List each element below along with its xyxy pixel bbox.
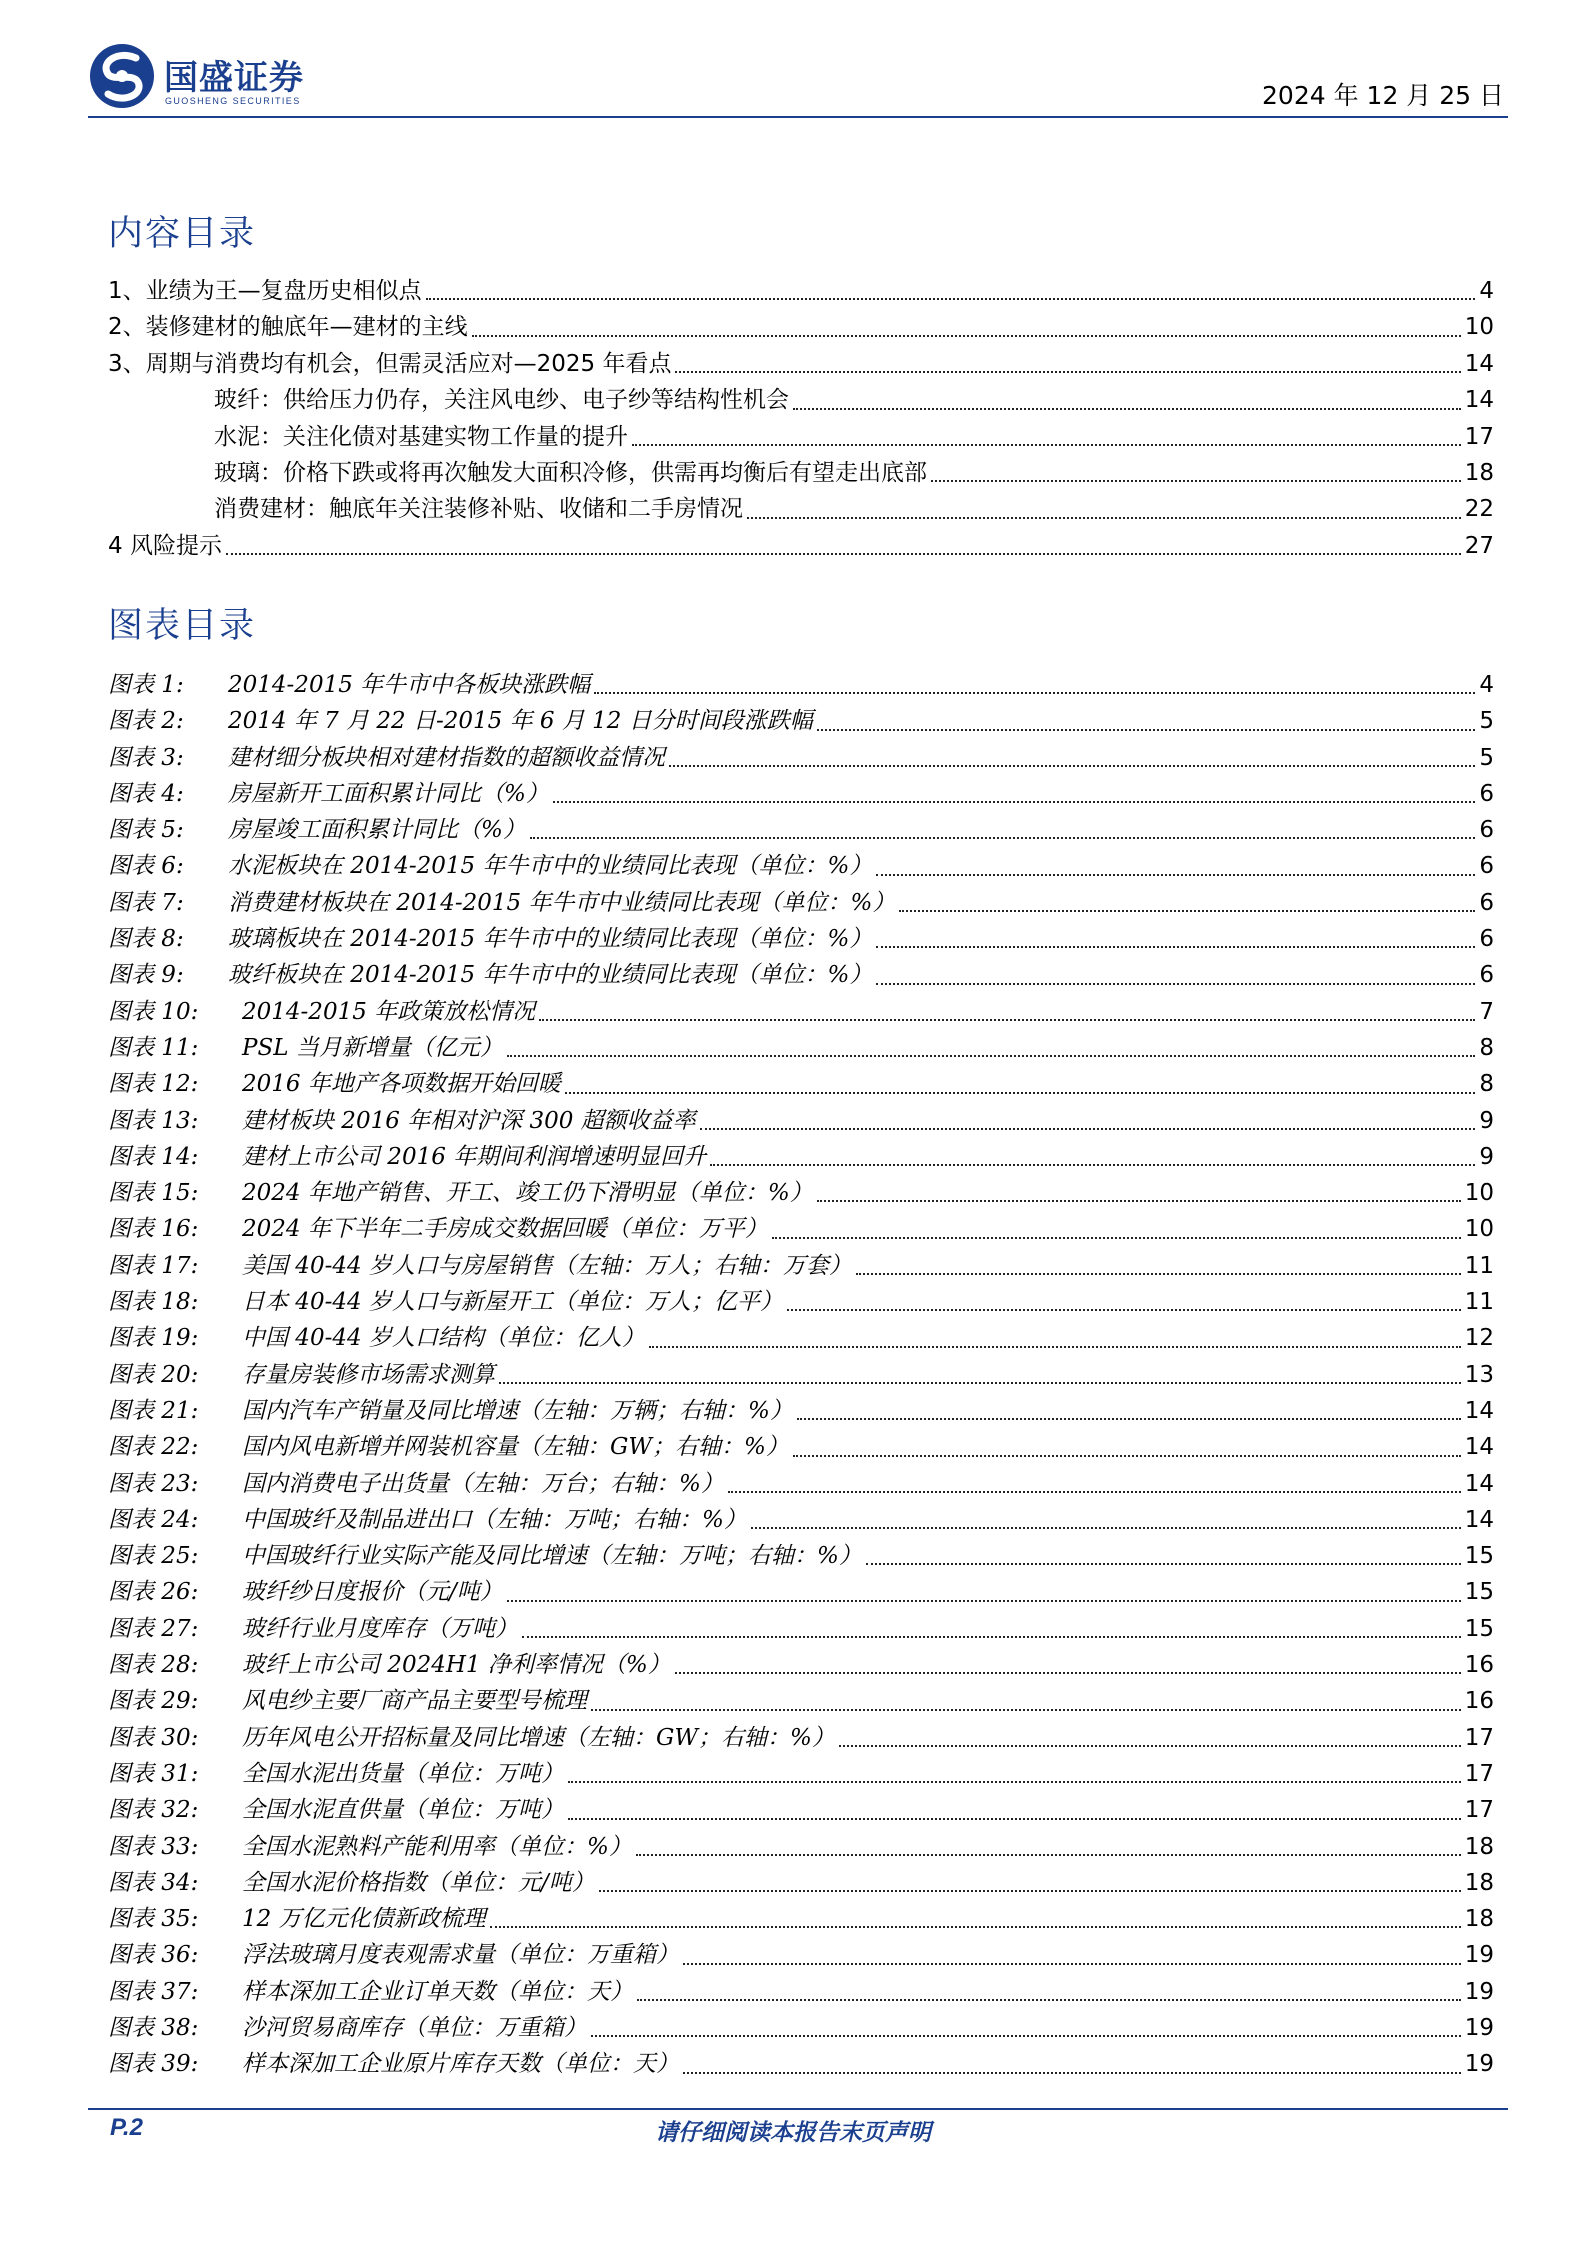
company-logo-icon: [88, 42, 156, 110]
figure-entry-title: 玻纤上市公司 2024H1 净利率情况（%）: [242, 1652, 671, 1679]
figure-entry-title: 消费建材板块在 2014-2015 年牛市中业绩同比表现（单位：%）: [228, 889, 896, 916]
dot-leader: [683, 2072, 1461, 2074]
dot-leader: [568, 1818, 1461, 1820]
figure-entry-title: 2014-2015 年牛市中各板块涨跌幅: [228, 672, 591, 698]
figure-entry[interactable]: [108, 1646, 1494, 1682]
figure-entry-label: 图表 19:: [108, 1325, 199, 1352]
dot-leader: [683, 1963, 1461, 1965]
figure-entry-page: 16: [1464, 1652, 1494, 1679]
figure-entry-label: 图表 37:: [108, 1978, 199, 2005]
figure-entry-title: 水泥板块在 2014-2015 年牛市中的业绩同比表现（单位：%）: [228, 853, 873, 880]
toc-entry[interactable]: [108, 381, 1494, 417]
figure-entry[interactable]: [108, 1791, 1494, 1827]
figure-entry[interactable]: [108, 1864, 1494, 1900]
figure-entry-label: 图表 24:: [108, 1506, 199, 1533]
figure-entry-label: 图表 1:: [108, 672, 184, 698]
figure-entry-label: 图表 21:: [108, 1397, 199, 1424]
figure-entry-page: 14: [1464, 1397, 1494, 1424]
figure-entry-page: 8: [1479, 1034, 1494, 1061]
footer-disclaimer: 请仔细阅读本报告末页声明: [655, 2120, 931, 2146]
figure-entry-title: 国内汽车产销量及同比增速（左轴：万辆；右轴：%）: [242, 1397, 793, 1424]
toc-entry-page: 22: [1464, 496, 1494, 523]
figure-entry-page: 8: [1479, 1071, 1494, 1098]
logo-english-name: GUOSHENG SECURITIES: [165, 96, 301, 106]
figure-entry-page: 18: [1464, 1833, 1494, 1860]
dot-leader: [637, 1999, 1461, 2001]
figure-entry-label: 图表 22:: [108, 1434, 199, 1461]
figure-entry-label: 图表 35:: [108, 1906, 199, 1933]
dot-leader: [817, 1200, 1461, 1202]
dot-leader: [751, 1527, 1461, 1529]
figure-entry-title: 风电纱主要厂商产品主要型号梳理: [242, 1688, 587, 1715]
figure-entry-label: 图表 14:: [108, 1143, 199, 1170]
figure-entry-title: 全国水泥价格指数（单位：元/吨）: [242, 1869, 595, 1896]
figure-entry-title: 2014 年 7 月 22 日-2015 年 6 月 12 日分时间段涨跌幅: [228, 708, 813, 735]
figure-entry-title: 2024 年下半年二手房成交数据回暖（单位：万平）: [242, 1216, 768, 1243]
figure-entry[interactable]: [108, 1973, 1494, 2009]
figure-entry-label: 图表 2:: [108, 708, 184, 735]
figure-entry-title: 2024 年地产销售、开工、竣工仍下滑明显（单位：%）: [242, 1180, 813, 1207]
figure-entry[interactable]: [108, 884, 1494, 920]
toc-entry-page: 14: [1464, 350, 1494, 377]
dot-leader: [876, 874, 1475, 876]
dot-leader: [426, 297, 1476, 300]
figure-entry[interactable]: [108, 847, 1494, 883]
toc-entry-page: 27: [1464, 532, 1494, 559]
dot-leader: [636, 1854, 1461, 1856]
dot-leader: [530, 837, 1476, 839]
figure-entry-label: 图表 13:: [108, 1107, 199, 1134]
figure-entry-title: 玻纤纱日度报价（元/吨）: [242, 1579, 503, 1606]
figure-entry[interactable]: [108, 1719, 1494, 1755]
toc-entry-text: 1、业绩为王—复盘历史相似点: [108, 278, 422, 304]
figure-entry[interactable]: [108, 1537, 1494, 1573]
figure-entry-page: 15: [1464, 1543, 1494, 1570]
dot-leader: [507, 1055, 1476, 1057]
figure-entry-title: 12 万亿元化债新政梳理: [242, 1906, 486, 1933]
figure-entry[interactable]: [108, 956, 1494, 992]
header-divider: [88, 116, 1508, 118]
dot-leader: [568, 1781, 1461, 1783]
figure-entry[interactable]: [108, 1900, 1494, 1936]
figure-entry-label: 图表 15:: [108, 1180, 199, 1207]
figure-entry[interactable]: [108, 1755, 1494, 1791]
figure-entry-label: 图表 16:: [108, 1216, 199, 1243]
toc-entry-text: 4 风险提示: [108, 532, 222, 559]
figure-entry[interactable]: [108, 2009, 1494, 2045]
figure-entry[interactable]: [108, 1319, 1494, 1355]
dot-leader: [591, 1709, 1461, 1711]
dot-leader: [669, 765, 1475, 767]
dot-leader: [728, 1491, 1461, 1493]
figure-entry-label: 图表 29:: [108, 1688, 199, 1715]
figure-entry-title: 国内消费电子出货量（左轴：万台；右轴：%）: [242, 1470, 724, 1497]
figure-entry-title: 建材板块 2016 年相对沪深 300 超额收益率: [242, 1107, 696, 1134]
toc-entry-page: 10: [1464, 314, 1494, 341]
dot-leader: [772, 1237, 1461, 1239]
dot-leader: [499, 1382, 1461, 1384]
figure-entry-page: 7: [1479, 998, 1494, 1025]
dot-leader: [797, 1418, 1461, 1420]
figure-entry-label: 图表 31:: [108, 1760, 199, 1787]
figure-entry[interactable]: [108, 1174, 1494, 1210]
figure-entry[interactable]: [108, 993, 1494, 1029]
figure-entry-page: 19: [1464, 2014, 1494, 2041]
dot-leader: [700, 1128, 1476, 1130]
dot-leader: [793, 1455, 1461, 1457]
toc-entry[interactable]: [108, 418, 1494, 454]
figure-entry-label: 图表 10:: [108, 998, 199, 1025]
figure-entry-title: 房屋竣工面积累计同比（%）: [228, 817, 526, 844]
figure-entry[interactable]: [108, 1029, 1494, 1065]
figure-entry-title: 2016 年地产各项数据开始回暖: [242, 1071, 561, 1098]
figure-entry-label: 图表 34:: [108, 1869, 199, 1896]
toc-entry[interactable]: [108, 272, 1494, 308]
toc-title: 内容目录: [108, 214, 257, 254]
figure-entry-page: 14: [1464, 1470, 1494, 1497]
figure-entry-page: 5: [1479, 744, 1494, 771]
figure-entry[interactable]: [108, 920, 1494, 956]
figure-entry-page: 18: [1464, 1906, 1494, 1933]
figure-entry-label: 图表 36:: [108, 1942, 199, 1969]
dot-leader: [931, 479, 1461, 482]
figure-entry-page: 15: [1464, 1615, 1494, 1642]
figure-entry-page: 18: [1464, 1869, 1494, 1896]
figure-entry[interactable]: [108, 1610, 1494, 1646]
dot-leader: [649, 1346, 1461, 1348]
dot-leader: [539, 1019, 1475, 1021]
dot-leader: [747, 516, 1461, 519]
figure-entry-label: 图表 33:: [108, 1833, 199, 1860]
figure-entry-page: 19: [1464, 1942, 1494, 1969]
figure-entry[interactable]: [108, 1356, 1494, 1392]
figure-entry-label: 图表 28:: [108, 1652, 199, 1679]
figure-entry[interactable]: [108, 1573, 1494, 1609]
figure-entry[interactable]: [108, 1682, 1494, 1718]
figure-entry[interactable]: [108, 2045, 1494, 2081]
figure-entry-label: 图表 23:: [108, 1470, 199, 1497]
figure-entry-page: 6: [1479, 962, 1494, 989]
figure-entry-page: 6: [1479, 853, 1494, 880]
figure-entry[interactable]: [108, 702, 1494, 738]
figure-entry-title: 全国水泥熟料产能利用率（单位：%）: [242, 1833, 632, 1860]
dot-leader: [632, 443, 1461, 446]
figure-entry-page: 17: [1464, 1760, 1494, 1787]
page-number: P.2: [110, 2114, 143, 2141]
figure-entry-page: 14: [1464, 1434, 1494, 1461]
figure-entry-label: 图表 5:: [108, 817, 184, 844]
figure-entry-label: 图表 4:: [108, 780, 184, 807]
figure-entry-label: 图表 3:: [108, 744, 184, 771]
toc-entry-page: 14: [1464, 387, 1494, 414]
dot-leader: [599, 1890, 1461, 1892]
dot-leader: [856, 1273, 1461, 1275]
figure-entry-page: 6: [1479, 817, 1494, 844]
figure-entry-label: 图表 6:: [108, 853, 184, 880]
figure-entry-page: 11: [1464, 1252, 1494, 1279]
figure-entry-page: 6: [1479, 780, 1494, 807]
dot-leader: [522, 1636, 1461, 1638]
figure-entry-page: 6: [1479, 926, 1494, 953]
dot-leader: [710, 1164, 1475, 1166]
figure-entry-label: 图表 38:: [108, 2014, 199, 2041]
dot-leader: [817, 729, 1476, 731]
figure-entry-title: 样本深加工企业原片库存天数（单位：天）: [242, 2051, 679, 2078]
figure-entry[interactable]: [108, 666, 1494, 702]
toc-entry[interactable]: [108, 490, 1494, 526]
figure-entry[interactable]: [108, 775, 1494, 811]
toc-entry[interactable]: [108, 527, 1494, 563]
dot-leader: [591, 2035, 1461, 2037]
figure-entry-title: 浮法玻璃月度表观需求量（单位：万重箱）: [242, 1942, 679, 1969]
figure-entry-title: 全国水泥直供量（单位：万吨）: [242, 1797, 564, 1824]
figure-entry-title: 玻璃板块在 2014-2015 年牛市中的业绩同比表现（单位：%）: [228, 926, 873, 953]
toc-entry-text: 2、装修建材的触底年—建材的主线: [108, 314, 468, 341]
figure-list: [108, 666, 1494, 2082]
figure-entry-label: 图表 30:: [108, 1724, 199, 1751]
page-header: [88, 42, 1508, 116]
figure-entry-label: 图表 27:: [108, 1615, 199, 1642]
toc-entry-page: 4: [1479, 278, 1494, 304]
figure-entry-title: 中国玻纤行业实际产能及同比增速（左轴：万吨；右轴：%）: [242, 1543, 862, 1570]
figure-entry-label: 图表 12:: [108, 1071, 199, 1098]
figure-entry[interactable]: [108, 1936, 1494, 1972]
figure-entry-page: 5: [1479, 708, 1494, 735]
figure-entry-title: 建材上市公司 2016 年期间利润增速明显回升: [242, 1143, 707, 1170]
figure-entry[interactable]: [108, 1138, 1494, 1174]
figure-entry[interactable]: [108, 1828, 1494, 1864]
figure-entry-page: 9: [1479, 1107, 1494, 1134]
dot-leader: [876, 946, 1475, 948]
figure-entry-title: 日本 40-44 岁人口与新屋开工（单位：万人；亿平）: [242, 1289, 783, 1316]
figure-entry-page: 11: [1464, 1289, 1494, 1316]
figure-entry-page: 9: [1479, 1143, 1494, 1170]
figure-entry[interactable]: [108, 1428, 1494, 1464]
figure-entry[interactable]: [108, 739, 1494, 775]
figure-entry-title: 玻纤板块在 2014-2015 年牛市中的业绩同比表现（单位：%）: [228, 962, 873, 989]
figure-entry-page: 10: [1464, 1180, 1494, 1207]
figure-entry[interactable]: [108, 1283, 1494, 1319]
figure-entry-page: 17: [1464, 1797, 1494, 1824]
figure-entry-page: 10: [1464, 1216, 1494, 1243]
figure-entry[interactable]: [108, 811, 1494, 847]
toc-entry-text: 玻纤：供给压力仍存，关注风电纱、电子纱等结构性机会: [214, 387, 789, 414]
figure-entry-title: 2014-2015 年政策放松情况: [242, 998, 536, 1025]
toc-entry-text: 水泥：关注化债对基建实物工作量的提升: [214, 423, 628, 450]
figure-entry[interactable]: [108, 1102, 1494, 1138]
report-date: 2024 年 12 月 25 日: [1262, 81, 1504, 110]
figure-entry-label: 图表 26:: [108, 1579, 199, 1606]
dot-leader: [675, 370, 1460, 373]
dot-leader: [876, 983, 1475, 985]
figure-entry-title: 国内风电新增并网装机容量（左轴：GW；右轴：%）: [242, 1434, 789, 1461]
figure-entry-title: 建材细分板块相对建材指数的超额收益情况: [228, 744, 665, 771]
figure-entry-label: 图表 39:: [108, 2051, 199, 2078]
figure-entry-title: 玻纤行业月度库存（万吨）: [242, 1615, 518, 1642]
figure-entry-page: 17: [1464, 1724, 1494, 1751]
figure-entry-title: 中国 40-44 岁人口结构（单位：亿人）: [242, 1325, 645, 1352]
figure-entry-label: 图表 20:: [108, 1361, 199, 1388]
figure-entry-label: 图表 8:: [108, 926, 184, 953]
toc-list: [108, 272, 1494, 563]
figure-entry-title: 全国水泥出货量（单位：万吨）: [242, 1760, 564, 1787]
figure-entry-page: 6: [1479, 889, 1494, 916]
figure-entry-label: 图表 32:: [108, 1797, 199, 1824]
figure-entry-page: 14: [1464, 1506, 1494, 1533]
figure-entry-title: 美国 40-44 岁人口与房屋销售（左轴：万人；右轴：万套）: [242, 1252, 852, 1279]
dot-leader: [565, 1092, 1476, 1094]
figure-entry-label: 图表 25:: [108, 1543, 199, 1570]
figure-entry-page: 19: [1464, 1978, 1494, 2005]
toc-entry-page: 17: [1464, 423, 1494, 450]
dot-leader: [793, 407, 1461, 410]
toc-entry[interactable]: [108, 345, 1494, 381]
figure-entry[interactable]: [108, 1501, 1494, 1537]
toc-entry-text: 消费建材：触底年关注装修补贴、收储和二手房情况: [214, 496, 743, 523]
toc-entry-text: 3、周期与消费均有机会，但需灵活应对—2025 年看点: [108, 350, 672, 377]
figure-entry-title: 房屋新开工面积累计同比（%）: [228, 780, 549, 807]
dot-leader: [787, 1309, 1461, 1311]
toc-entry-text: 玻璃：价格下跌或将再次触发大面积冷修，供需再均衡后有望走出底部: [214, 459, 927, 486]
dot-leader: [899, 910, 1475, 912]
figure-entry-title: 沙河贸易商库存（单位：万重箱）: [242, 2014, 587, 2041]
figure-entry-page: 19: [1464, 2051, 1494, 2078]
toc-entry-page: 18: [1464, 459, 1494, 486]
figure-entry-label: 图表 11:: [108, 1034, 199, 1061]
dot-leader: [472, 334, 1461, 337]
logo-chinese-name: 国盛证券: [164, 58, 304, 98]
figure-entry-page: 13: [1464, 1361, 1494, 1388]
figure-entry-page: 4: [1479, 672, 1494, 698]
dot-leader: [839, 1745, 1461, 1747]
footer-divider: [88, 2108, 1508, 2110]
figure-entry-page: 15: [1464, 1579, 1494, 1606]
figure-entry-title: PSL 当月新增量（亿元）: [242, 1034, 503, 1061]
figure-entry-title: 中国玻纤及制品进出口（左轴：万吨；右轴：%）: [242, 1506, 747, 1533]
dot-leader: [490, 1926, 1461, 1928]
figure-entry[interactable]: [108, 1210, 1494, 1246]
figure-entry-page: 12: [1464, 1325, 1494, 1352]
dot-leader: [507, 1600, 1461, 1602]
figure-entry-page: 16: [1464, 1688, 1494, 1715]
figure-entry-label: 图表 9:: [108, 962, 184, 989]
dot-leader: [675, 1672, 1461, 1674]
figure-entry-title: 存量房装修市场需求测算: [242, 1361, 495, 1388]
figure-entry[interactable]: [108, 1065, 1494, 1101]
figure-entry[interactable]: [108, 1247, 1494, 1283]
figure-entry[interactable]: [108, 1465, 1494, 1501]
dot-leader: [866, 1563, 1461, 1565]
dot-leader: [226, 552, 1461, 555]
figure-entry-label: 图表 17:: [108, 1252, 199, 1279]
figure-entry-title: 样本深加工企业订单天数（单位：天）: [242, 1978, 633, 2005]
dot-leader: [553, 801, 1476, 803]
figure-entry[interactable]: [108, 1392, 1494, 1428]
figures-title: 图表目录: [108, 606, 257, 646]
toc-entry[interactable]: [108, 454, 1494, 490]
figure-entry-label: 图表 18:: [108, 1289, 199, 1316]
toc-entry[interactable]: [108, 308, 1494, 344]
figure-entry-title: 历年风电公开招标量及同比增速（左轴：GW；右轴：%）: [242, 1724, 835, 1751]
figure-entry-label: 图表 7:: [108, 889, 184, 916]
dot-leader: [594, 692, 1475, 694]
